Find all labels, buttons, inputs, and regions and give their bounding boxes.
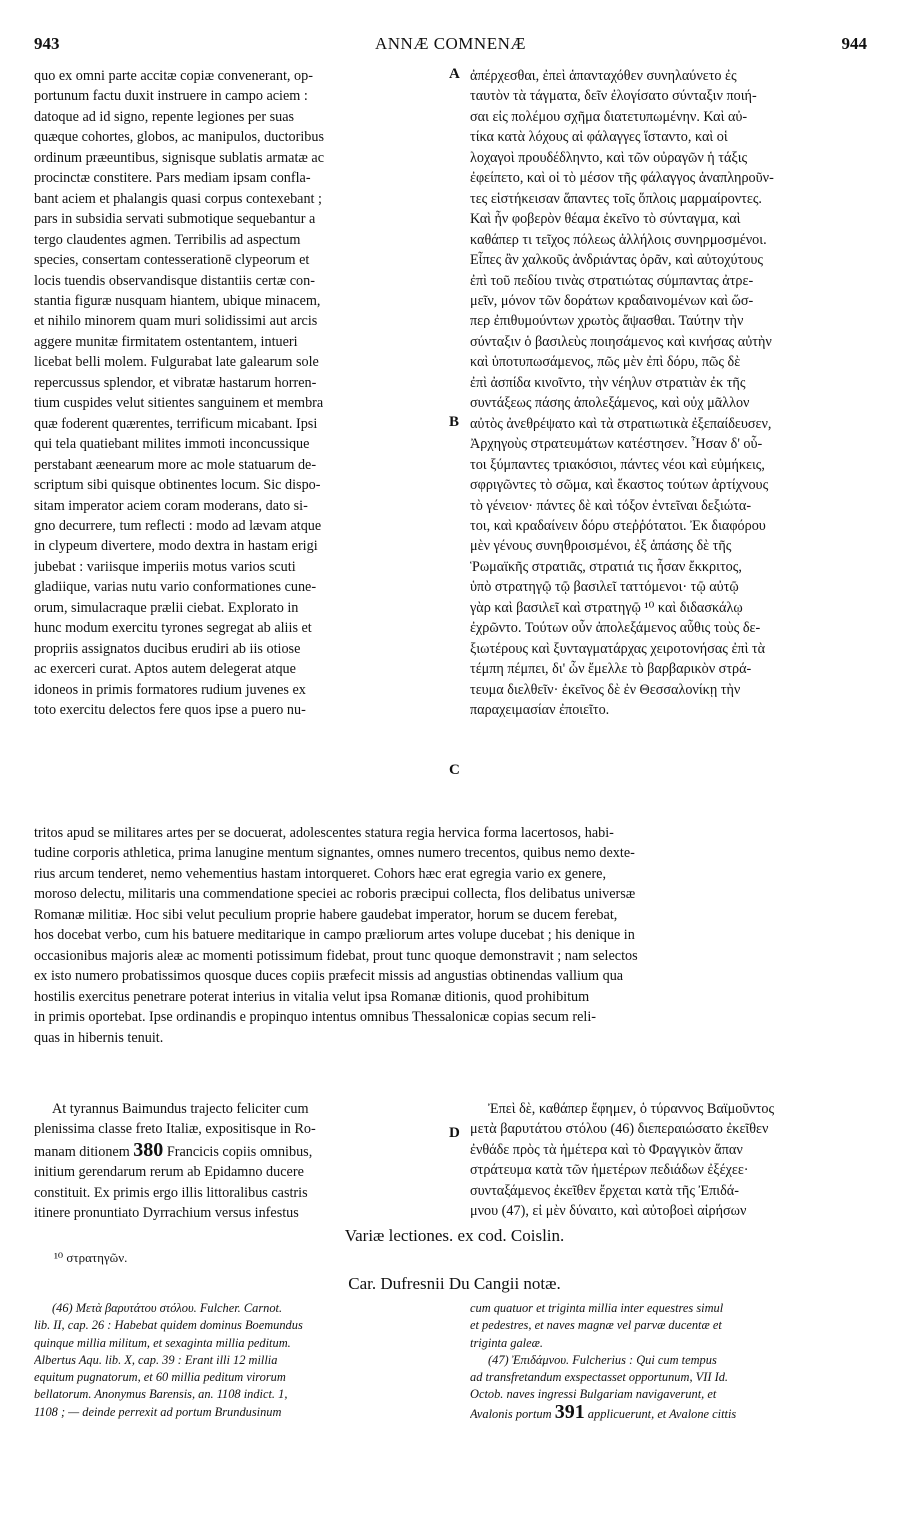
greek-line: ὑπὸ στρατηγῷ τῷ βασιλεῖ ταττόμενοι· τῷ αὐτῷ (470, 579, 739, 596)
greek-line: ἐπὶ ἀσπίδα κινοῖντο, τὴν νέηλυν στρατιὰν ἐκ τῆς (470, 374, 746, 391)
latin-line: itinere pronuntiato Dyrrachium versus infestus (34, 1205, 299, 1222)
latin-line: sitam imperator aciem coram moderans, dato si- (34, 497, 308, 514)
latin-line: quo ex omni parte accitæ copiæ convenerant, op- (34, 68, 313, 84)
variae-lectiones-title: Variæ lectiones. ex cod. Coislin. (344, 1226, 565, 1245)
greek-line: τοι, καὶ κραδαίνειν δόρυ στεῤῥότατοι. Ἐκ διαφόρου (470, 517, 766, 534)
latin-line: idoneos in primis formatores rudium juvenes ex (34, 681, 306, 698)
running-title: ANNÆ COMNENÆ (375, 34, 526, 53)
latin-line: in primis oportebat. Ipse ordinandis e propinquo intentus omnibus Thessalonicæ copias secum reli- (34, 1009, 597, 1026)
note-line: cum quatuor et triginta millia inter equestres simul (470, 1301, 724, 1315)
greek-line: τευμα διελθεῖν· ἐκεῖνος δὲ ἐν Θεσσαλονίκῃ τὴν (470, 681, 741, 698)
latin-line: tudine corporis athletica, prima lanugine mentum signantes, omnes numero trecentos, quibus nemo dexte- (34, 845, 635, 862)
greek-line: τὸ γένειον· πάντες δὲ καὶ τόξον ἐντεῖναι δεξιώτα- (470, 497, 752, 514)
latin-line: bant aciem et phalangis quasi corpus contexebant ; (34, 190, 322, 207)
greek-line: μεῖν, μόνον τῶν δοράτων κραδαινομένων καὶ ὥσ- (470, 292, 754, 309)
greek-line: τέμπη πέμπει, δι' ὧν ἔμελλε τὸ βαρβαρικὸν στρά- (470, 661, 752, 678)
note-line: lib. II, cap. 26 : Habebat quidem dominus Boemundus (34, 1318, 303, 1333)
latin-line: datoque ad id signo, repente legiones per suas (34, 108, 295, 125)
greek-line: Ἐπεὶ δὲ, καθάπερ ἔφημεν, ὁ τύραννος Βαϊμοῦντος (488, 1101, 775, 1117)
latin-line: species, consertam contesserationē clypeorum et (34, 252, 310, 269)
latin-line: tergo claudentes agmen. Terribilis ad aspectum (34, 231, 301, 248)
greek-line: τες εἱστήκεισαν ἅπαντες τοῖς ὅπλοις μαρμαίροντες. (470, 190, 762, 207)
note-line-with-number (470, 1404, 872, 1423)
latin-line: hos docebat verbo, cum his batuere meditarique in campo præliorum artes volupe ducebat ; his denique in (34, 927, 635, 944)
greek-line: καὶ ὑποτυπωσάμενος, πῶς μὲν ἐπὶ δόρυ, πῶς δὲ (470, 354, 741, 371)
greek-line: τοι ξύμπαντες τριακόσιοι, πάντες νέοι καὶ εὐμήκεις, (470, 456, 765, 473)
latin-line: quas in hibernis tenuit. (34, 1029, 164, 1046)
greek-line: ἐπὶ τοῦ πεδίου τινὰς στρατιώτας σύμπαντας ἀτρε- (470, 272, 754, 289)
greek-line: Εἶπες ἂν χαλκοῦς ἀνδριάντας ὁρᾶν, καὶ αὐτοχύτους (470, 252, 763, 269)
greek-line: ξιωτέρους καὶ ξυνταγματάρχας χειροτονήσας ἐπὶ τὰ (470, 640, 766, 657)
latin-line: repercussus splendor, et vibratæ hastarum horren- (34, 374, 317, 391)
greek-line: σαι εἰς πολέμου σχῆμα διατετυπωμένην. Καὶ αὐ- (470, 108, 748, 125)
latin-fragment: manam ditionem (34, 1143, 130, 1160)
greek-line: μὲν γένους συνηθροισμένοι, ἐξ ἁπάσης δὲ τῆς (470, 538, 732, 555)
greek-line: ταυτὸν τὰ τάγματα, δεῖν ἐλογίσατο σύνταξιν ποιή- (470, 88, 757, 105)
latin-line: pars in subsidia servati submotique sequebantur a (34, 211, 316, 228)
latin-line: moroso delectu, militaris una commendatione speciei ac roboris præcipui collecta, flos delibatus universæ (34, 886, 636, 903)
notes-title: Car. Dufresnii Du Cangii notæ. (348, 1274, 561, 1293)
latin-line: scriptum sibi quisque obtinentes locum. Sic dispo- (34, 477, 321, 494)
greek-column-upper (470, 66, 872, 721)
latin-line: toto exercitu delectos fere quos ipse a puero nu- (34, 702, 306, 719)
greek-line: περ ἐπιθυμούντων χρωτὸς ἅψασθαι. Ταύτην τὴν (470, 313, 744, 330)
latin-line: gladiique, varias nutu vario conformationes cune- (34, 579, 317, 596)
column-number: 391 (554, 1403, 585, 1423)
latin-line: propriis assignatos ducibus erudiri ab iis otiose (34, 640, 301, 657)
latin-line: in clypeum divertere, modo dextra in hastam erigi (34, 538, 318, 555)
margin-letter-a: A (449, 66, 460, 82)
latin-line: stantia figuræ nusquam hiantem, ubique minacem, (34, 292, 321, 309)
latin-line: Romanæ militiæ. Hoc sibi velut peculium proprie habere gaudebat imperator, horum se ducem ferebat, (34, 906, 618, 923)
notes-right-column (470, 1300, 872, 1423)
latin-line: occasionibus majoris aleæ ac momenti potissimum fidebat, prout tunc quoque demonstravit ; nam selectos (34, 947, 638, 964)
latin-column-upper (34, 66, 444, 721)
greek-line: ἐφείπετο, καὶ οἱ τὸ μέσον τῆς φάλαγγος ἀναπληροῦν- (470, 170, 774, 187)
greek-line: ἐχρῶντο. Τούτων οὖν ἀπολεξάμενος αὖθις τοὺς δε- (470, 620, 761, 637)
latin-line: constituit. Ex primis ergo illis littoralibus castris (34, 1184, 308, 1201)
latin-line: ac exerceri curat. Aptos autem delegerat atque (34, 661, 296, 678)
greek-line: παραχειμασίαν ἐποιεῖτο. (470, 702, 610, 719)
greek-line: στράτευμα κατὰ τῶν ἡμετέρων πεδιάδων ἐξέχεε· (470, 1162, 749, 1179)
note-line: bellatorum. Anonymus Barensis, an. 1108 indict. 1, (34, 1387, 288, 1402)
greek-line: μνου (47), εἰ μὲν δύναιτο, καὶ αὐτοβοεὶ αἱρήσων (470, 1203, 747, 1220)
margin-letter-b: B (449, 414, 460, 430)
latin-line: ordinum præeuntibus, signisque sublatis armatæ ac (34, 149, 325, 166)
latin-line: jubebat : variisque imperiis motus varios scuti (34, 558, 296, 575)
latin-line: hostilis exercitus penetrare poterat interius in vitalia velut ipsa Romanæ ditionis, quod prohibitum (34, 988, 590, 1005)
greek-line: αὐτὸς ἀνεθρέψατο καὶ τὰ στρατιωτικὰ ἐξεπαίδευσεν, (470, 415, 772, 432)
notes-left-column (34, 1300, 444, 1421)
greek-line: συντάξεως πάσης ἀπολεξάμενος, καὶ οὐχ μᾶλλον (470, 395, 750, 412)
column-number: 380 (133, 1139, 164, 1161)
greek-line: λοχαγοὶ προυδέδληντο, καὶ τῶν οὐραγῶν ἡ τάξις (470, 149, 748, 166)
note-line: equitum pugnatorum, et 60 millia peditum virorum (34, 1370, 286, 1385)
latin-line: aggere munitæ firmitatem ostentantem, intueri (34, 333, 298, 350)
note-line: et pedestres, et naves magnæ vel parvæ ducentæ et (470, 1318, 722, 1333)
latin-line: tritos apud se militares artes per se docuerat, adolescentes statura regia hervica forma lacertosos, habi- (34, 825, 614, 841)
left-page-number: 943 (34, 34, 60, 53)
margin-letter-c: C (449, 762, 460, 778)
note-fragment: applicuerunt, et Avalone cittis (587, 1406, 737, 1421)
latin-line: tium cuspides velut sitientes sanguinem et membra (34, 395, 324, 412)
note-line: ad transfretandum exspectasset opportunum, VII Id. (470, 1370, 728, 1385)
greek-line: συνταξάμενος ἐκεῖθεν ἔρχεται κατὰ τῆς Ἐπιδά- (470, 1182, 739, 1199)
latin-line: hunc modum exercitu tyrones segregat ab aliis et (34, 620, 312, 637)
latin-line: licebat belli molem. Fulgurabat late galearum sole (34, 354, 319, 371)
latin-line: et nihilo minorem quam muri solidissimi aut arcis (34, 313, 318, 330)
latin-line: portunum factu duxit instruere in campo aciem : (34, 88, 308, 105)
greek-line: σύνταξιν ὁ βασιλεὺς ποιησάμενος καὶ κινήσας αὐτὴν (470, 333, 772, 350)
greek-line: Καὶ ἦν φοβερὸν θέαμα ἐκεῖνο τὸ σύνταγμα, καὶ (470, 211, 741, 228)
greek-line: ἐνθάδε πρὸς τὰ ἡμέτερα καὶ τὸ Φραγγικὸν ἅπαν (470, 1141, 743, 1158)
greek-line: καθάπερ τι τεῖχος πόλεως ἀλλήλοις συνηρμοσμένοι. (470, 231, 767, 248)
right-page-number: 944 (841, 34, 867, 53)
note-line: (47) Ἐπιδάμνου. Fulcherius : Qui cum tempus (488, 1352, 717, 1367)
latin-line: quæ foderent quærentes, terrificum micabant. Ipsi (34, 415, 318, 432)
note-line: Albertus Aqu. lib. X, cap. 39 : Erant illi 12 millia (34, 1352, 278, 1367)
note-line: Octob. naves ingressi Bulgariam navigaverunt, et (470, 1387, 717, 1402)
latin-line: orum, simulacraque prælii ciebat. Explorato in (34, 599, 299, 616)
margin-letter-d: D (449, 1125, 460, 1141)
latin-line: ex isto numero probatissimos quosque duces copiis præfecit missis ad angustias obtinendas vallium qua (34, 968, 624, 985)
latin-line-with-number (34, 1140, 444, 1162)
greek-line: ἀπέρχεσθαι, ἐπεὶ ἁπανταχόθεν συνηλαύνετο ἐς (470, 68, 737, 84)
latin-line: plenissima classe freto Italiæ, expositisque in Ro- (34, 1121, 316, 1138)
greek-line: Ῥωμαϊκῆς στρατιᾶς, στρατιά τις ἦσαν ἔκκριτος, (470, 558, 742, 575)
latin-line: rius arcum tenderet, nemo vehementius hastam intorqueret. Cohors hæc erat egregia vario ex genere, (34, 865, 607, 882)
greek-column-lower (470, 1099, 872, 1222)
latin-line: perstabant æenearum more ac mole statuarum de- (34, 456, 317, 473)
full-width-paragraph (34, 823, 872, 1048)
latin-line: gno decurrere, tum reflecti : modo ad lævam atque (34, 517, 322, 534)
latin-line: locis tuendis observandisque distantiis certæ con- (34, 272, 315, 289)
greek-line: μετὰ βαρυτάτου στόλου (46) διεπεραιώσατο ἐκεῖθεν (470, 1121, 769, 1138)
note-fragment: Avalonis portum (470, 1406, 552, 1421)
latin-line: procinctæ constitere. Pars mediam ipsam confla- (34, 170, 311, 187)
note-line: 1108 ; — deinde perrexit ad portum Brundusinum (34, 1404, 282, 1419)
latin-fragment: Francicis copiis omnibus, (166, 1143, 313, 1160)
note-line: (46) Μετὰ βαρυτάτου στόλου. Fulcher. Carnot. (52, 1301, 283, 1315)
greek-line: σφριγῶντες τὸ σῶμα, καὶ ἕκαστος τούτων ἀρτίχνους (470, 477, 769, 494)
latin-line: initium gerendarum rerum ab Epidamno ducere (34, 1164, 304, 1181)
greek-line: γὰρ καὶ βασιλεῖ καὶ στρατηγῷ ¹⁰ καὶ διδασκάλῳ (470, 599, 743, 616)
page-header (34, 34, 867, 60)
note-line: triginta galeæ. (470, 1335, 543, 1350)
latin-column-lower (34, 1099, 444, 1224)
latin-line: qui tela quatiebant milites immoti inconcussique (34, 436, 310, 453)
note-line: quinque millia militum, et sexaginta millia peditum. (34, 1335, 291, 1350)
latin-line: At tyrannus Baimundus trajecto feliciter cum (52, 1101, 309, 1117)
greek-line: Ἀρχηγοὺς στρατευμάτων κατέστησεν. Ἦσαν δ' οὗ- (470, 436, 763, 453)
greek-line: τίκα κατὰ λόχους αἱ φάλαγγες ἵσταντο, καὶ οἱ (470, 129, 728, 146)
variant-note: ¹⁰ στρατηγῶν. (54, 1250, 128, 1265)
latin-line: quæque cohortes, globos, ac manipulos, ductoribus (34, 129, 325, 146)
